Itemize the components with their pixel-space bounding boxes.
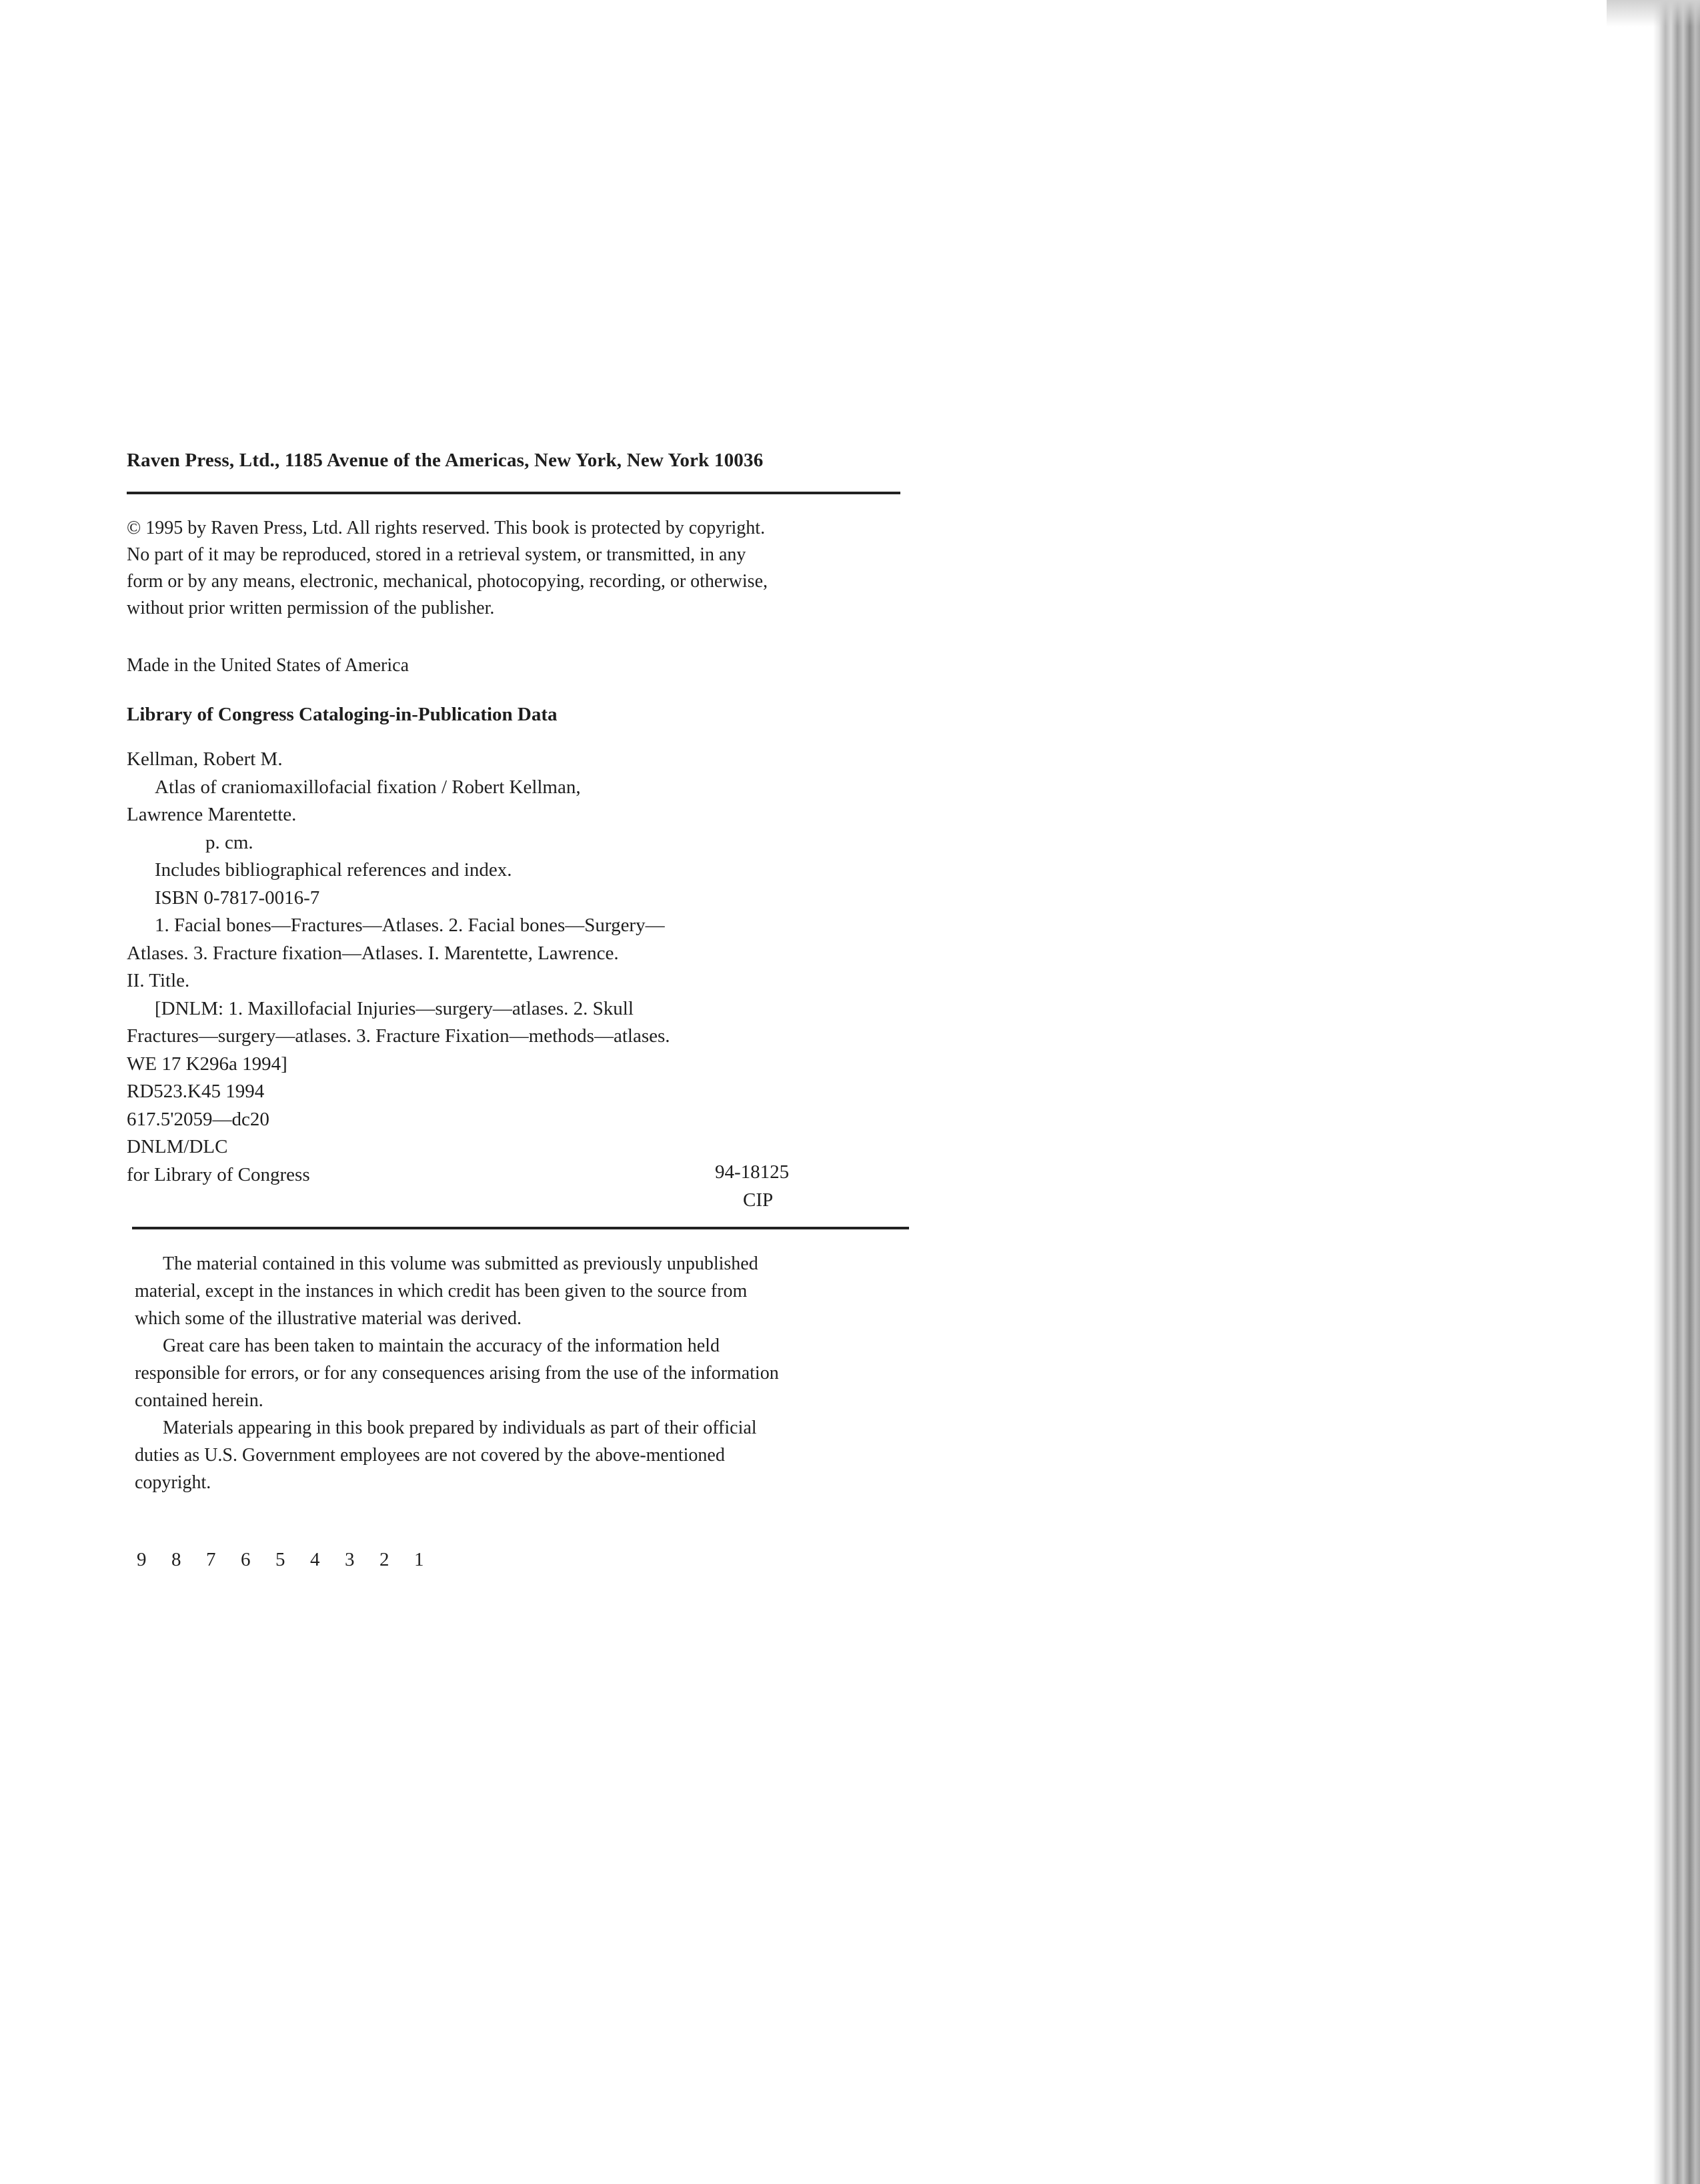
- cip-call-number: RD523.K45 1994: [127, 1081, 265, 1102]
- printing-number: 3: [345, 1549, 355, 1570]
- cip-title: Atlas of craniomaxillofacial fixation / Robert Kellman,: [155, 776, 581, 798]
- notice-line: material, except in the instances in which credit has been given to the source from: [135, 1281, 748, 1301]
- cip-heading: Library of Congress Cataloging-in-Publication Data: [127, 704, 558, 725]
- cip-note: Includes bibliographical references and index.: [155, 859, 512, 881]
- printing-number: 1: [414, 1549, 424, 1570]
- cip-collation: p. cm.: [205, 831, 253, 853]
- cip-isbn: ISBN 0-7817-0016-7: [155, 887, 320, 909]
- cip-dnlm-cont: WE 17 K296a 1994]: [127, 1053, 287, 1075]
- page-binding-edge: [1653, 0, 1700, 2184]
- notice-line: duties as U.S. Government employees are not covered by the above-mentioned: [135, 1445, 725, 1466]
- disclaimer-notice: [135, 1250, 779, 1496]
- copyright-line: No part of it may be reproduced, stored in a retrieval system, or transmitted, in any: [127, 544, 746, 565]
- notice-line: responsible for errors, or for any consequences arising from the use of the information: [135, 1363, 779, 1384]
- copyright-line: form or by any means, electronic, mechanical, photocopying, recording, or otherwise,: [127, 571, 768, 592]
- printing-number: 5: [275, 1549, 285, 1570]
- printing-number: 7: [206, 1549, 216, 1570]
- cip-tag: CIP: [743, 1189, 774, 1211]
- printing-number: 2: [379, 1549, 389, 1570]
- cip-subjects-cont: II. Title.: [127, 970, 190, 991]
- cip-dnlm: [DNLM: 1. Maxillofacial Injuries—surgery—atlases. 2. Skull: [155, 997, 634, 1019]
- notice-line: Materials appearing in this book prepared by individuals as part of their official: [163, 1418, 757, 1438]
- notice-line: Great care has been taken to maintain the accuracy of the information held: [163, 1335, 720, 1356]
- cip-number: 94-18125: [715, 1161, 790, 1183]
- cip-subjects: 1. Facial bones—Fractures—Atlases. 2. Facial bones—Surgery—: [155, 915, 665, 936]
- cip-author: Kellman, Robert M.: [127, 748, 283, 770]
- printing-number: 4: [310, 1549, 320, 1570]
- printing-number: 6: [241, 1549, 251, 1570]
- made-in-line: Made in the United States of America: [127, 655, 409, 676]
- notice-line: contained herein.: [135, 1390, 263, 1411]
- cip-dewey: 617.5'2059—dc20: [127, 1108, 269, 1130]
- notice-line: The material contained in this volume was submitted as previously unpublished: [163, 1253, 758, 1274]
- cip-title-cont: Lawrence Marentette.: [127, 804, 297, 825]
- copyright-line: without prior written permission of the publisher.: [127, 598, 495, 618]
- copyright-line: © 1995 by Raven Press, Ltd. All rights reserved. This book is protected by copyright.: [127, 518, 766, 538]
- cip-record: [127, 746, 670, 1189]
- notice-line: copyright.: [135, 1472, 211, 1493]
- copyright-notice: [127, 515, 768, 622]
- page-edge-shadow: [1607, 0, 1700, 27]
- publisher-address: Raven Press, Ltd., 1185 Avenue of the Americas, New York, New York 10036: [127, 450, 764, 471]
- printing-number: 9: [137, 1549, 147, 1570]
- printing-number-line: [137, 1549, 449, 1571]
- cip-source: DNLM/DLC: [127, 1136, 228, 1157]
- cip-for-loc: for Library of Congress: [127, 1163, 310, 1185]
- notice-line: which some of the illustrative material was derived.: [135, 1308, 522, 1329]
- cip-subjects-cont: Atlases. 3. Fracture fixation—Atlases. I. Marentette, Lawrence.: [127, 942, 619, 964]
- printing-number: 8: [171, 1549, 181, 1570]
- top-rule: [127, 492, 900, 494]
- cip-number-block: [715, 1159, 808, 1214]
- bottom-rule: [132, 1227, 909, 1229]
- cip-dnlm-cont: Fractures—surgery—atlases. 3. Fracture Fixation—methods—atlases.: [127, 1025, 670, 1047]
